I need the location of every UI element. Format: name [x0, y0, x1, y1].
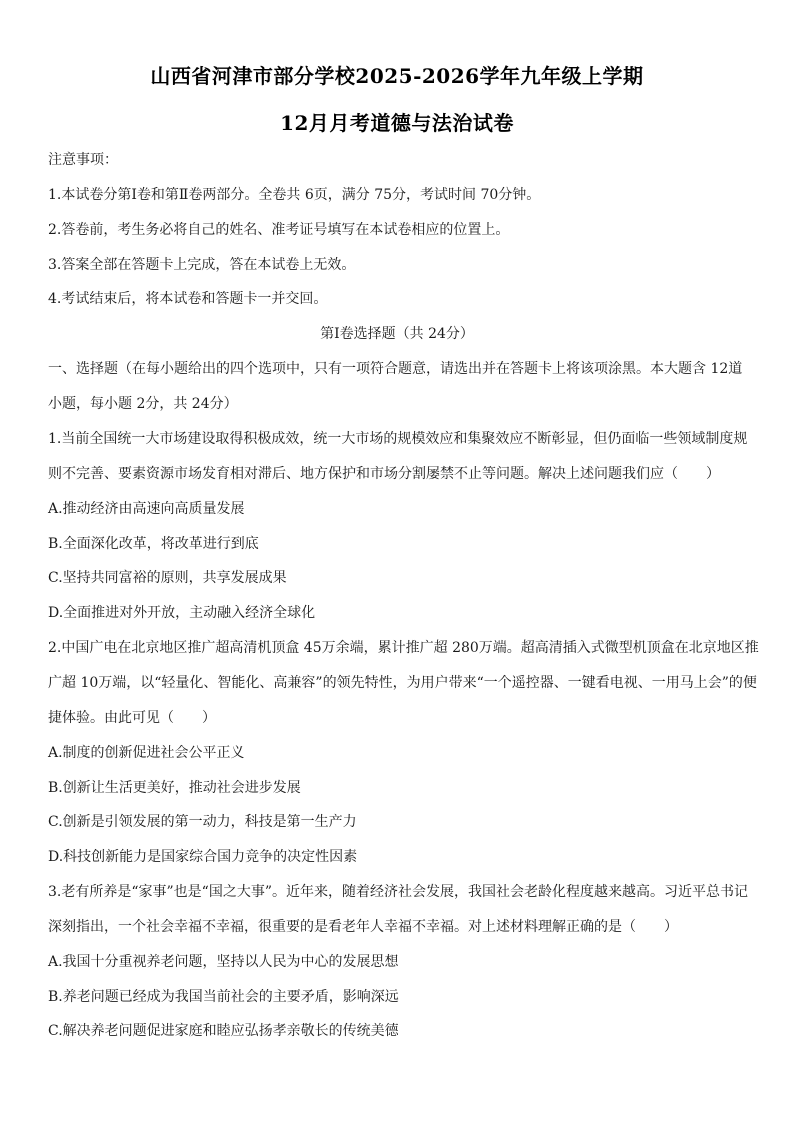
question-3-option-c: C.解决养老问题促进家庭和睦应弘扬孝亲敬长的传统美德 [48, 1023, 399, 1039]
exam-title-line-2: 12月月考道德与法治试卷 [280, 111, 514, 135]
question-1-stem: 则不完善、要素资源市场发育相对滞后、地方保护和市场分割屡禁不止等问题。解决上述问题我们应（ ） [48, 466, 720, 482]
question-2-option-b: B.创新让生活更美好，推动社会进步发展 [48, 780, 301, 796]
exam-title-line-1: 山西省河津市部分学校2025-2026学年九年级上学期 [150, 64, 644, 88]
notice-item: 2.答卷前，考生务必将自己的姓名、准考证号填写在本试卷相应的位置上。 [48, 222, 510, 238]
question-2-stem: 2.中国广电在北京地区推广超高清机顶盒 45万余端，累计推广超 280万端。超高清插入式微型机顶盒在北京地区推 [48, 640, 759, 656]
question-2-option-c: C.创新是引领发展的第一动力，科技是第一生产力 [48, 814, 357, 830]
notice-heading: 注意事项： [48, 152, 118, 168]
question-1-stem: 1.当前全国统一大市场建设取得积极成效，统一大市场的规模效应和集聚效应不断彰显，但仍面临一些领域制度规 [48, 431, 748, 447]
notice-item: 4.考试结束后，将本试卷和答题卡一并交回。 [48, 291, 328, 307]
question-1-option-b: B.全面深化改革，将改革进行到底 [48, 536, 259, 552]
question-2-stem: 广超 10万端，以“轻量化、智能化、高兼容”的领先特性，为用户带来“一个遥控器、一键看电视、一用马上会”的便 [48, 675, 757, 691]
notice-item: 1.本试卷分第Ⅰ卷和第Ⅱ卷两部分。全卷共 6页，满分 75分，考试时间 70分钟。 [48, 187, 541, 203]
question-2-option-d: D.科技创新能力是国家综合国力竞争的决定性因素 [48, 849, 358, 865]
section-title: 第Ⅰ卷选择题（共 24分） [320, 326, 474, 342]
question-2-stem: 捷体验。由此可见（ ） [48, 710, 216, 726]
instructions-line: 一、选择题（在每小题给出的四个选项中，只有一项符合题意，请选出并在答题卡上将该项涂黑。本大题含 12道 [48, 361, 743, 377]
instructions-line: 小题，每小题 2分，共 24分） [48, 396, 238, 412]
question-3-option-a: A.我国十分重视养老问题，坚持以人民为中心的发展思想 [48, 954, 399, 970]
question-1-option-a: A.推动经济由高速向高质量发展 [48, 501, 245, 517]
question-3-stem: 深刻指出，一个社会幸福不幸福，很重要的是看老年人幸福不幸福。对上述材料理解正确的是（ ） [48, 919, 678, 935]
question-2-option-a: A.制度的创新促进社会公平正义 [48, 745, 245, 761]
question-1-option-c: C.坚持共同富裕的原则，共享发展成果 [48, 570, 287, 586]
question-1-option-d: D.全面推进对外开放，主动融入经济全球化 [48, 605, 316, 621]
notice-item: 3.答案全部在答题卡上完成，答在本试卷上无效。 [48, 257, 356, 273]
question-3-stem: 3.老有所养是“家事”也是“国之大事”。近年来，随着经济社会发展，我国社会老龄化程度越来越高。习近平总书记 [48, 884, 748, 900]
question-3-option-b: B.养老问题已经成为我国当前社会的主要矛盾，影响深远 [48, 989, 399, 1005]
